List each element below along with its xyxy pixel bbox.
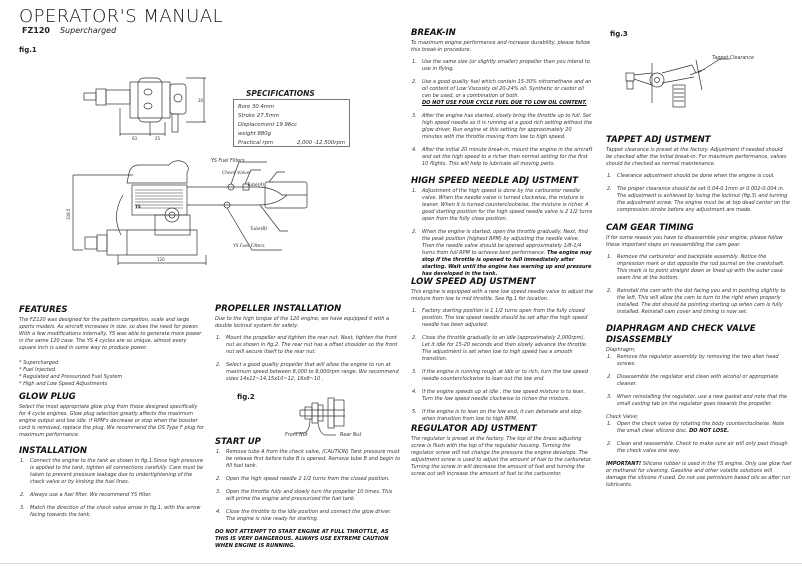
callout-fuel-filters-top: YS Fuel Filters bbox=[211, 159, 245, 164]
dim-120: 120 bbox=[157, 257, 165, 262]
list-item: 3. Match the direction of the check valve arrow in fig.1, with the arrow facing towards the tank. bbox=[20, 505, 201, 518]
callout-tube-b: Tube(B) bbox=[250, 227, 268, 232]
installation-heading: INSTALLATION bbox=[19, 446, 88, 456]
diaphragm-heading: DIAPHRAGM AND CHECK VALVE DISASSEMBLY bbox=[606, 324, 756, 345]
list-item: 2. Always use a fuel filter. We recommend YS filter. bbox=[20, 492, 152, 498]
dim-63: 63 bbox=[132, 136, 138, 141]
breakin-intro: To maximum engine performance and increase durability, please follow this break-in procedure. bbox=[411, 40, 591, 53]
callout-fuel-filters-bottom: YS Fuel Filters bbox=[233, 244, 265, 249]
feature-bullet: * Regulated and Pressurized Fuel System bbox=[19, 374, 123, 380]
spec-row: Stroke 27.5mm bbox=[238, 113, 279, 119]
subtitle bbox=[22, 26, 116, 35]
low-speed-section bbox=[411, 277, 593, 429]
high-speed-heading: HIGH SPEED NEEDLE ADJ USTMENT bbox=[411, 176, 579, 186]
list-item: 5. If the engine is to lean on the low end, it can detonate and stop when transition from low to high RPM. bbox=[412, 409, 582, 422]
spec-row: Bore 30.4mm bbox=[238, 104, 275, 110]
list-item: 2. Close the throttle gradually to an idle (approximately 2,000rpm). Let it idle for 15-20 seconds and then slowly advance the throttle. The adjustment is set when low to high speed has a smooth transition. bbox=[412, 335, 588, 362]
fig3-label: fig.3 bbox=[610, 30, 628, 38]
feature-bullet: * Fuel Injected bbox=[19, 367, 56, 373]
tappet-clearance-callout: Tappet Clearance bbox=[712, 56, 754, 61]
list-item: 1. Connect the engine to the tank as shown in fig.1.Since high pressure is applied to the tank, tighten all connections carefully. Care must be taken to prevent pressure leakage due to undertightening of the check valve or by kinking the fuel lines. bbox=[20, 458, 204, 485]
low-speed-heading: LOW SPEED ADJ USTMENT bbox=[411, 277, 536, 287]
list-item: 1. Remove the carburetor and backplate assembly. Notice the impression mark or dot opposite the rod journal on the crankshaft. This mark is to point straight down or lined up with the outer case seam line at the bottom. bbox=[607, 254, 785, 281]
cam-gear-heading: CAM GEAR TIMING bbox=[606, 223, 694, 233]
installation-section bbox=[19, 446, 204, 525]
list-item: 1. Adjustment of the high speed is done by the carburetor needle valve. When the needle valve is turned clockwise, the mixture is leaner. When it is turned counterclockwise, the mixture is richer. A good starting position for the high speed needle valve is 2 1/2 turns open from the fully close position. bbox=[412, 188, 593, 222]
breakin-heading: BREAK-IN bbox=[411, 28, 456, 38]
regulator-heading: REGULATOR ADJ USTMENT bbox=[411, 424, 537, 434]
glow-plug-para: Select the most appropriate glow plug from those designed specifically for 4 cycle engines. Glow plug selection greatly affects the maximum engine output and low idle. If RPM's decrease or stop when the booster cord is removed, replace the plug. We recommend the OS Type F plug for maximum performance. bbox=[19, 404, 204, 438]
list-item: 1. Remove the regulator assembly by removing the two allen head screws. bbox=[607, 354, 779, 367]
page-divider bbox=[0, 563, 802, 564]
list-item: 1. Open the check valve by rotating the body counterclockwise. Note the small clear silicone disc. DO NOT LOSE. bbox=[607, 421, 785, 434]
front-nut-label: Front Nut bbox=[285, 433, 308, 438]
breakin-section bbox=[411, 28, 593, 174]
list-item: 1. Use the same size (or slightly smaller) propeller than you intend to use in flying. bbox=[412, 59, 590, 72]
list-item: 3. If the engine is running rough at idle or to rich, turn the low speed needle counterclockwise to lean out the low end. bbox=[412, 369, 589, 382]
engine-ys-mark: YS bbox=[135, 204, 141, 209]
specs-table bbox=[233, 99, 350, 147]
callout-check-valve: Check Valve bbox=[222, 171, 250, 176]
list-item: 1. Mount the propeller and tighten the rear nut. Next, tighten the front nut as shown in fig.2. The rear nut has a offset shoulder so the front nut will secure itself to the rear nut. bbox=[216, 335, 398, 355]
features-para: With a few modifications internally, YS was able to generate more power in the same 120 case. The YS 4 cycles are so unique, almost every square inch is used in some way to produce power. bbox=[19, 331, 202, 351]
dim-25: 25 bbox=[155, 136, 161, 141]
list-item: 1. Clearance adjustment should be done when the engine is cool. bbox=[607, 173, 775, 179]
features-para: The FZ120 was designed for the pattern competion, scale and large sports models. As aircraft increases in size, so does the need for power. bbox=[19, 317, 199, 330]
callout-tube-a: Tube(A) bbox=[247, 183, 265, 188]
dim-30: 30 bbox=[198, 98, 204, 103]
spec-row: Displacement 19.96cc bbox=[238, 122, 298, 128]
diaphragm-section bbox=[606, 324, 792, 494]
feature-bullet: * High and Low Speed Adjustments bbox=[19, 381, 108, 387]
glow-plug-section bbox=[19, 392, 204, 444]
glow-plug-heading: GLOW PLUG bbox=[19, 392, 76, 402]
check-valve-subheading: Check Valve; bbox=[606, 414, 639, 420]
cam-gear-intro: If for some reason you have to disassemble your engine, please follow these important steps on reassembling the cam gear. bbox=[606, 235, 783, 248]
high-speed-section bbox=[411, 176, 593, 284]
regulator-para: The regulator is preset at the factory. The top of the brass adjusting screw is flush with the top of the regulator housing. Turning the regulator screw will not change the pressure the engine develops. The adjustment screw is used to adjust the amount of fuel to the carburetor. Turning the screw in will decrease the amount of fuel and turning the screw out will increase the amount of fuel to the carburetor. bbox=[411, 436, 592, 477]
fig1-label: fig.1 bbox=[19, 46, 37, 54]
dim-108-5: 108.5 bbox=[66, 208, 71, 220]
list-item: 3. After the engine has started, slowly bring the throttle up to full. Set high speed needle so it is running at a good rich setting without the glow driver. Run engine at this setting for approximately 20 minutes with the throttle moving from low to high speed. bbox=[412, 113, 593, 140]
breakin-warning: DO NOT USE FOUR CYCLE FUEL DUE TO LOW OIL CONTENT. bbox=[422, 100, 587, 106]
fig2-label: fig.2 bbox=[237, 393, 255, 401]
list-item: 2. Open the high speed needle 2 1/2 turns from the closed position. bbox=[216, 476, 390, 482]
startup-section bbox=[215, 437, 401, 555]
startup-warning: DO NOT ATTEMPT TO START ENGINE AT FULL THROTTLE, AS THIS IS VERY DANGEROUS. ALWAYS USE EXTREME CAUTION WHEN ENGINE IS RUNNING. bbox=[215, 529, 389, 549]
spec-row-rpm bbox=[238, 139, 345, 148]
tappet-heading: TAPPET ADJ USTMENT bbox=[606, 135, 711, 145]
list-item: 2. Use a good quality fuel which contain 15-30% nitromethane and an oil content of Low Viscosity oil 20-24% oil. Synthetic or castor oil can be used, or a combination of both. DO NOT USE FOUR CYCLE FUEL DUE TO LOW OIL CONTENT. bbox=[412, 79, 592, 106]
engine-top-view-drawing bbox=[80, 70, 210, 145]
regulator-section bbox=[411, 424, 593, 483]
rpm-label: Practical rpm bbox=[238, 140, 274, 146]
tappet-rocker-drawing bbox=[620, 55, 730, 110]
list-item: 3. When reinstalling the regulator, use a new gasket and note that the small casting tab on the regulator goes towards the propeller. bbox=[607, 394, 788, 407]
model-name: FZ120 bbox=[22, 26, 50, 35]
rpm-value: 2,000 -12,500rpm bbox=[297, 140, 345, 146]
cam-gear-section bbox=[606, 223, 790, 322]
specs-heading: SPECIFICATIONS bbox=[246, 89, 315, 98]
propeller-intro: Due to the high torque of the 120 engine, we have equipped it with a double locknut system for safety. bbox=[215, 316, 390, 329]
list-item: 1. Factory starting position is 1 1/2 turns open from the fully closed position. The low speed needle should be set after the high speed needle has been adjusted. bbox=[412, 308, 588, 328]
propeller-heading: PROPELLER INSTALLATION bbox=[215, 304, 342, 314]
list-item: 4. If the engine speeds up at idle , the low speed mixture is to lean. Turn the low speed needle clockwise to richen the mixture. bbox=[412, 389, 586, 402]
engine-side-view-fuel-system-drawing bbox=[65, 155, 315, 265]
low-speed-intro: This engine is equipped with a new low speed needle valve to adjust the mixture from low to mid throttle. See fig.1 for location. bbox=[411, 289, 593, 302]
list-item: 2. Clean and reassemble. Check to make sure air will only past though the check valve one way. bbox=[607, 441, 788, 454]
list-item: 2. Disassemble the regulator and clean with alcohol or appropriate cleaner. bbox=[607, 374, 779, 387]
propeller-section bbox=[215, 304, 401, 389]
features-section bbox=[19, 305, 204, 388]
list-item: 2. When the engine is started, open the throttle gradually. Next, find the peak position (highest RPM) by adjusting the needle valve. Then the needle valve should be opened approximately 1/8-1/4 turns from full RPM to achieve best performance. The engine may stop if the throttle is opened to full immediately after starting. Wait until the engine has warning up and pressure has developed in the tank. bbox=[412, 229, 592, 277]
model-variant: Supercharged bbox=[59, 26, 117, 35]
startup-heading: START UP bbox=[215, 437, 261, 447]
tappet-intro: Tappet clearance is preset at the factory. Adjustment if needed should be checked after the initial break-in. For maximum performance, valves should be checked as normal maintenance. bbox=[606, 147, 787, 167]
important-note: IMPORTANT! Silicone rubber is used in the YS engine. Only use glow fuel or methanol for cleaning. Gasoline and other volatile solutions will damage the silicone if used. Do not use petroleum based oils as after run lubricants. bbox=[606, 461, 792, 488]
list-item: 2. Reinstall the cam with the dot facing you and in pointing slightly to the left. This will allow the cam to turn to the right when properly installed. The dot should be pointing starting up when cam is fully installed. Reinstall cam cover and timing is now set. bbox=[607, 288, 786, 315]
diaphragm-subheading: Diaphragm; bbox=[606, 347, 636, 353]
feature-bullet: * Supercharged bbox=[19, 360, 59, 366]
spec-row: weight 880g bbox=[238, 131, 272, 137]
page-title: OPERATOR'S MANUAL bbox=[19, 6, 224, 27]
list-item: 4. After the initial 20 minute break-in, mount the engine in the aircraft and set the high speed to a richer than normal setting for the first 10 flights. This will help to lubricate all moving parts. bbox=[412, 147, 593, 167]
list-item: 1. Remove tube A from the check valve, (CAUTION) Tank pressure must be release first before tube B is opened. Remove tube B and begin to fill fuel tank. bbox=[216, 449, 401, 469]
rear-nut-label: Rear Nut bbox=[340, 433, 362, 438]
list-item: 2. Select a good quality propeller that will allow the engine to run at maximum speed between 8,000 to 9,000rpm range. We recommend sizes 14x12~14,15x10~12, 16x8~10 . bbox=[216, 362, 399, 382]
tappet-section bbox=[606, 135, 790, 220]
list-item: 3. Open the throttle fully and slowly turn the propeller 10 times. This will prime the engine and pressurized the fuel tank. bbox=[216, 489, 393, 502]
features-heading: FEATURES bbox=[19, 305, 68, 315]
list-item: 2. The proper clearance should be set 0.04-0.1mm or 0.002-0.004 in. The adjustment is achieved by losing the locknut (fig.3) and turning the adjustment screw. The engine must be at top dead center on the compression stroke before any adjustment are made. bbox=[607, 186, 790, 213]
list-item: 4. Close the throttle to the idle position and connect the glow driver. The engine is now ready for starting. bbox=[216, 509, 392, 522]
